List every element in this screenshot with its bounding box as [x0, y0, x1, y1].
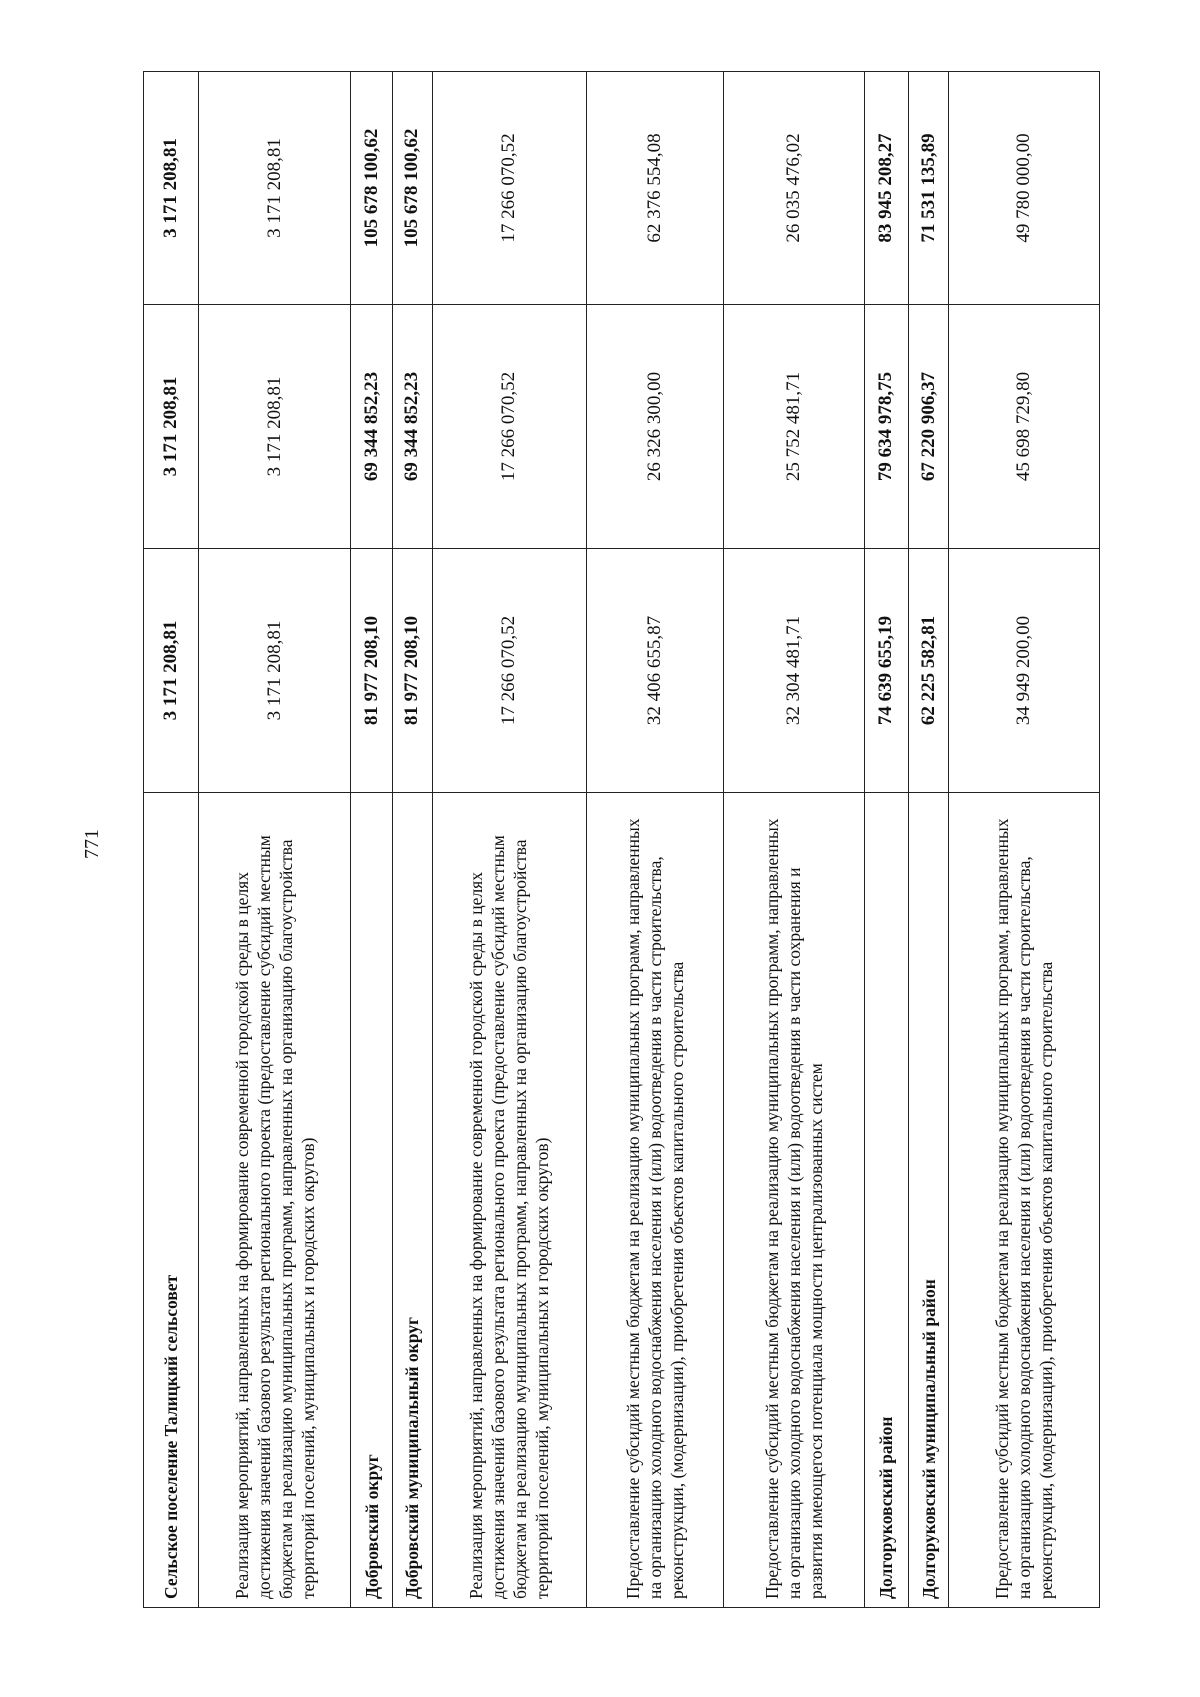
table-row	[144, 72, 199, 1608]
value-col-3: 3 171 208,81	[198, 72, 351, 305]
page-number: 771	[81, 829, 103, 859]
value-col-3: 105 678 100,62	[392, 72, 432, 305]
value-col-1: 81 977 208,10	[392, 549, 432, 793]
row-name: Реализация мероприятий, направленных на формирование современной городской среды в целях достижения значений базового результата регионального проекта (предоставление субсидий местным бюджетам на реализацию муниципальных программ, направленных на организацию благоустройства территорий поселений, муниципальных и городских округов)	[432, 793, 586, 1608]
value-col-1: 3 171 208,81	[198, 549, 351, 793]
value-col-1: 3 171 208,81	[144, 549, 199, 793]
table-row	[909, 72, 949, 1608]
value-col-2: 3 171 208,81	[198, 305, 351, 549]
row-name: Добровский муниципальный округ	[392, 793, 432, 1608]
value-col-3: 3 171 208,81	[144, 72, 199, 305]
row-name: Предоставление субсидий местным бюджетам на реализацию муниципальных программ, направленных на организацию холодного водоснабжения населения и (или) водоотведения в части строительства, реконструкции, (модернизации), приобретения объектов капитального строительства	[586, 793, 723, 1608]
row-name: Предоставление субсидий местным бюджетам на реализацию муниципальных программ, направленных на организацию холодного водоснабжения населения и (или) водоотведения в части строительства, реконструкции, (модернизации), приобретения объектов капитального строительства	[949, 793, 1100, 1608]
row-name: Долгоруковский район	[864, 793, 909, 1608]
value-col-3: 26 035 476,02	[724, 72, 865, 305]
value-col-3: 105 678 100,62	[351, 72, 392, 305]
table-row	[351, 72, 392, 1608]
value-col-3: 17 266 070,52	[432, 72, 586, 305]
value-col-2: 67 220 906,37	[909, 305, 949, 549]
table-row	[586, 72, 723, 1608]
value-col-1: 34 949 200,00	[949, 549, 1100, 793]
row-name: Долгоруковский муниципальный район	[909, 793, 949, 1608]
value-col-3: 62 376 554,08	[586, 72, 723, 305]
value-col-2: 25 752 481,71	[724, 305, 865, 549]
row-name: Реализация мероприятий, направленных на формирование современной городской среды в целях достижения значений базового результата регионального проекта (предоставление субсидий местным бюджетам на реализацию муниципальных программ, направленных на организацию благоустройства территорий поселений, муниципальных и городских округов)	[198, 793, 351, 1608]
value-col-1: 17 266 070,52	[432, 549, 586, 793]
value-col-2: 69 344 852,23	[392, 305, 432, 549]
value-col-2: 3 171 208,81	[144, 305, 199, 549]
value-col-3: 71 531 135,89	[909, 72, 949, 305]
row-name: Предоставление субсидий местным бюджетам на реализацию муниципальных программ, направленных на организацию холодного водоснабжения населения и (или) водоотведения в части сохранения и развития имеющегося потенциала мощности централизованных систем	[724, 793, 865, 1608]
budget-table-container	[143, 72, 1100, 1608]
value-col-1: 32 304 481,71	[724, 549, 865, 793]
table-row	[864, 72, 909, 1608]
value-col-3: 49 780 000,00	[949, 72, 1100, 305]
budget-table	[143, 71, 1100, 1608]
table-row	[432, 72, 586, 1608]
table-row	[392, 72, 432, 1608]
value-col-1: 74 639 655,19	[864, 549, 909, 793]
value-col-2: 17 266 070,52	[432, 305, 586, 549]
row-name: Сельское поселение Талицкий сельсовет	[144, 793, 199, 1608]
value-col-1: 81 977 208,10	[351, 549, 392, 793]
value-col-2: 69 344 852,23	[351, 305, 392, 549]
value-col-2: 79 634 978,75	[864, 305, 909, 549]
value-col-2: 26 326 300,00	[586, 305, 723, 549]
table-row	[949, 72, 1100, 1608]
value-col-3: 83 945 208,27	[864, 72, 909, 305]
value-col-2: 45 698 729,80	[949, 305, 1100, 549]
table-row	[724, 72, 865, 1608]
value-col-1: 32 406 655,87	[586, 549, 723, 793]
table-row	[198, 72, 351, 1608]
value-col-1: 62 225 582,81	[909, 549, 949, 793]
row-name: Добровский округ	[351, 793, 392, 1608]
